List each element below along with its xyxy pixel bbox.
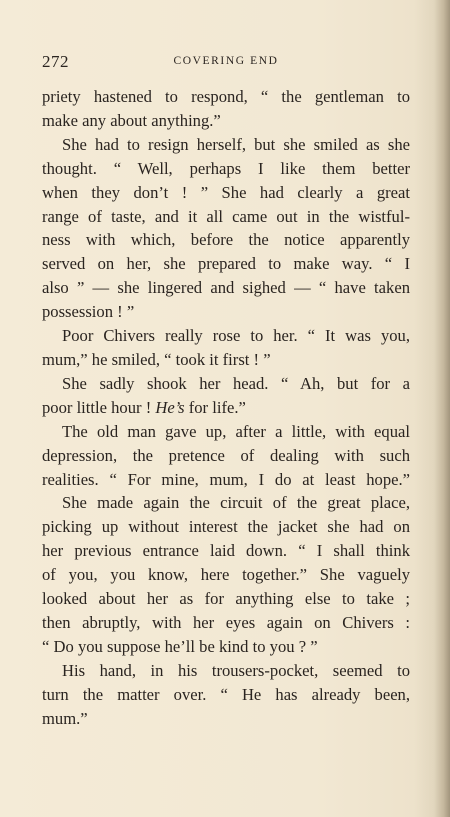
text-line: ness with which, before the notice apparently [42,230,410,250]
text-line: range of taste, and it all came out in the wistful- [42,206,410,226]
text-line: depression, the pretence of dealing with such [42,445,410,465]
page-header [42,52,410,74]
text-line: priety hastened to respond, “ the gentleman to [42,87,410,106]
text-line: Poor Chivers really rose to her. “ It was you, [62,326,410,346]
text-line: of you, you know, here together.” She vaguely [42,565,410,585]
text-line: also ” — she lingered and sighed — “ have taken [42,278,410,298]
text-line: She had to resign herself, but she smiled as she [62,134,410,154]
text-line: The old man gave up, after a little, with equal [62,421,410,441]
text-line: realities. “ For mine, mum, I do at least hope.” [42,469,410,489]
text-line: then abruptly, with her eyes again on Chivers : [42,612,410,632]
text-line: served on her, she prepared to make way. “ I [42,254,410,274]
running-head: COVERING END [173,55,279,67]
text-line: She made again the circuit of the great place, [62,493,410,513]
text-line: make any about anything.” [42,110,221,130]
page-gutter-shadow [434,0,450,817]
text-line: turn the matter over. “ He has already been, [42,684,410,704]
text-line: when they don’t ! ” She had clearly a great [42,182,410,202]
text-line: “ Do you suppose he’ll be kind to you ? ” [42,636,318,656]
text-line: possession ! ” [42,302,135,322]
italic-word: He’s [155,397,185,417]
text-line: thought. “ Well, perhaps I like them better [42,158,410,178]
text-line-with-italic: poor little hour ! He’s for life.” [42,397,246,417]
text-line: His hand, in his trousers-pocket, seemed to [62,660,410,680]
page-number: 272 [42,52,69,71]
text-line: She sadly shook her head. “ Ah, but for a [62,373,410,393]
text-line: picking up without interest the jacket she had on [42,517,410,537]
text-line: her previous entrance laid down. “ I shall think [42,541,410,561]
text-line: mum.” [42,708,88,728]
text-line: looked about her as for anything else to take ; [42,589,410,609]
body-text [42,85,410,730]
text-line: mum,” he smiled, “ took it first ! ” [42,349,271,369]
